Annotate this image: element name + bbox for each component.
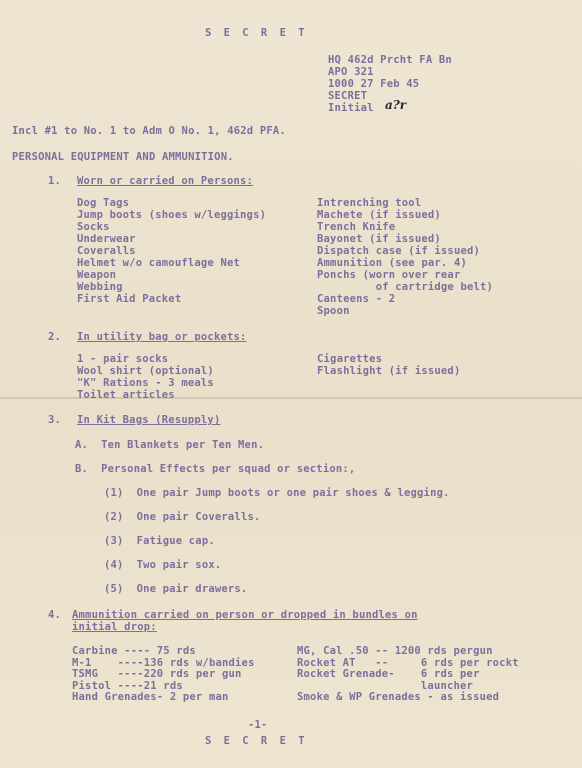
worn-item: First Aid Packet (77, 293, 182, 305)
kit-bag-item: (1) One pair Jump boots or one pair shoes & legging. (104, 487, 450, 499)
initial-label: Initial (328, 102, 374, 114)
kit-bag-item: (5) One pair drawers. (104, 583, 248, 595)
ammo-item: Pistol ----21 rds (72, 679, 183, 692)
section-2-heading: In utility bag or pockets: (77, 331, 247, 343)
worn-item: Bayonet (if issued) (317, 233, 441, 245)
page-number: -1- (248, 719, 268, 731)
ammo-item: Smoke & WP Grenades - as issued (297, 691, 500, 704)
classification-top: S E C R E T (205, 27, 308, 39)
worn-item: Ponchs (worn over rear (317, 269, 461, 281)
kit-bag-item: (2) One pair Coveralls. (104, 511, 261, 523)
utility-item: Cigarettes (317, 353, 383, 365)
kit-bag-item: (3) Fatigue cap. (104, 535, 215, 547)
worn-item: Helmet w/o camouflage Net (77, 257, 241, 269)
section-1-heading: Worn or carried on Persons: (77, 175, 254, 187)
ammo-item: MG, Cal .50 -- 1200 rds pergun (297, 645, 493, 657)
worn-item: Intrenching tool (317, 197, 422, 209)
worn-item: Canteens - 2 (317, 293, 396, 305)
ammo-item: Carbine ---- 75 rds (72, 645, 196, 657)
ammo-item: TSMG ----220 rds per gun (72, 668, 242, 681)
section-3-heading: In Kit Bags (Resupply) (77, 414, 221, 426)
worn-item: Spoon (317, 305, 350, 317)
document-title: PERSONAL EQUIPMENT AND AMMUNITION. (12, 151, 234, 163)
section-3-item-a: A. Ten Blankets per Ten Men. (75, 439, 265, 451)
worn-item: Machete (if issued) (317, 209, 441, 221)
worn-item: Dispatch case (if issued) (317, 245, 481, 257)
inclosure-line: Incl #1 to No. 1 to Adm O No. 1, 462d PFA. (12, 125, 286, 137)
header-line-1: HQ 462d Prcht FA Bn (328, 54, 452, 66)
section-4-heading-1: Ammunition carried on person or dropped in bundles on (72, 609, 418, 621)
utility-item: Toilet articles (77, 389, 175, 401)
initial-signature: a?r (385, 98, 407, 112)
section-4-heading-2: initial drop: (72, 621, 157, 633)
worn-item: Dog Tags (77, 197, 130, 209)
section-1-number: 1. (48, 175, 62, 187)
section-3-item-b: B. Personal Effects per squad or section:, (75, 463, 356, 475)
worn-item: Coveralls (77, 245, 136, 257)
ammo-item: Rocket AT -- 6 rds per rockt (297, 656, 519, 669)
worn-item: Webbing (77, 281, 123, 293)
classification-bottom: S E C R E T (205, 735, 308, 747)
ammo-item: launcher (297, 679, 474, 692)
worn-item: Weapon (77, 269, 117, 281)
utility-item: Flashlight (if issued) (317, 365, 461, 377)
section-2-number: 2. (48, 331, 62, 343)
utility-item: "K" Rations - 3 meals (77, 377, 214, 389)
utility-item: Wool shirt (optional) (77, 365, 214, 377)
kit-bag-item: (4) Two pair sox. (104, 559, 222, 571)
header-line-3: 1000 27 Feb 45 (328, 78, 420, 90)
ammo-item: Hand Grenades- 2 per man (72, 691, 229, 704)
section-3-number: 3. (48, 414, 62, 426)
worn-item: Underwear (77, 233, 136, 245)
ammo-item: Rocket Grenade- 6 rds per (297, 668, 480, 681)
header-line-4: SECRET (328, 90, 368, 102)
worn-item: of cartridge belt) (317, 281, 494, 293)
worn-item: Jump boots (shoes w/leggings) (77, 209, 267, 221)
ammo-item: M-1 ----136 rds w/bandies (72, 656, 255, 669)
worn-item: Trench Knife (317, 221, 396, 233)
section-4-number: 4. (48, 609, 62, 621)
worn-item: Ammunition (see par. 4) (317, 257, 467, 269)
worn-item: Socks (77, 221, 110, 233)
utility-item: 1 - pair socks (77, 353, 169, 365)
header-line-2: APO 321 (328, 66, 374, 78)
